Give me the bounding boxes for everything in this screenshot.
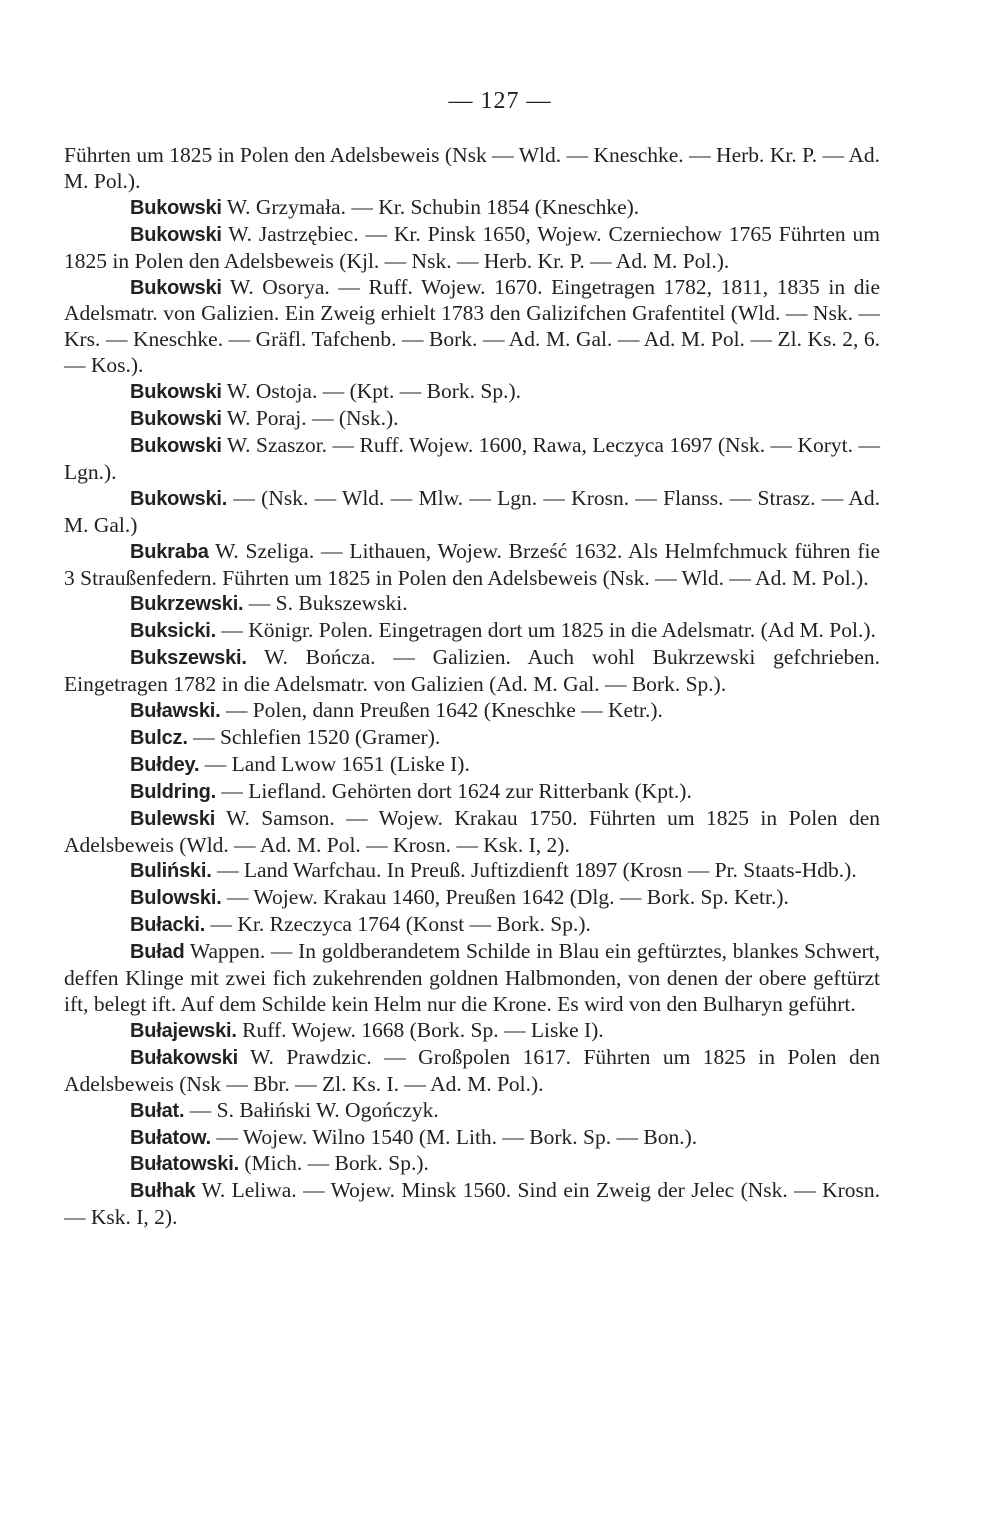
entry-text: W. Ostoja. — (Kpt. — Bork. Sp.).	[226, 379, 521, 404]
entry-text: W. Leliwa. — Wojew. Minsk 1560. Sind ein Zweig der Jelec (Nsk. — Krosn. — Ksk. I, 2).	[64, 1178, 880, 1230]
entry	[64, 143, 880, 195]
entry	[64, 885, 880, 912]
entry-name: Bukraba	[130, 540, 209, 563]
entry-name: Buldring.	[130, 780, 216, 803]
entry-text: W. Szaszor. — Ruff. Wojew. 1600, Rawa, Leczyca 1697 (Nsk. — Koryt. — Lgn.).	[64, 432, 880, 484]
entry	[64, 275, 880, 380]
entry	[64, 806, 880, 859]
entry-name: Bukowski	[130, 276, 222, 299]
entry	[64, 645, 880, 698]
entry-name: Bulewski	[130, 807, 216, 830]
entry-text: — Land Warfchau. In Preuß. Juftizdienft 1897 (Krosn — Pr. Staats-Hdb.).	[216, 858, 857, 883]
entry-text: W. Szeliga. — Lithauen, Wojew. Brześć 1632. Als Helmfchmuck führen fie 3 Straußenfedern. Führten um 1825 in Polen den Adelsbeweis (Nsk. — Wld. — Ad. M. Pol.).	[64, 538, 880, 590]
entry-name: Bukowski	[130, 381, 222, 404]
entry	[64, 1125, 880, 1152]
entry	[64, 618, 880, 645]
entry-text: — Polen, dann Preußen 1642 (Kneschke — Ketr.).	[225, 698, 663, 723]
entry	[64, 1151, 880, 1178]
entry-text: — Wojew. Krakau 1460, Preußen 1642 (Dlg. — Bork. Sp. Ketr.).	[226, 885, 789, 910]
entry-name: Bułdey.	[130, 753, 200, 776]
entry-name: Bułajewski.	[130, 1019, 237, 1042]
entry-name: Bulowski.	[130, 887, 222, 910]
entry	[64, 1098, 880, 1125]
entry	[64, 591, 880, 618]
entry-text: (Mich. — Bork. Sp.).	[244, 1151, 429, 1176]
entry-text: W. Jastrzębiec. — Kr. Pinsk 1650, Wojew. Czerniechow 1765 Führten um 1825 in Polen den Adelsbeweis (Kjl. — Nsk. — Herb. Kr. P. — Ad. M. Pol.).	[64, 221, 880, 273]
entry-text: W. Bończa. — Galizien. Auch wohl Bukrzewski gefchrieben. Eingetragen 1782 in die Adelsmatr. von Galizien (Ad. M. Gal. — Bork. Sp.).	[64, 645, 880, 697]
entry	[64, 539, 880, 592]
entry-name: Buławski.	[130, 700, 221, 723]
entry	[64, 486, 880, 539]
page-number: — 127 —	[448, 88, 552, 114]
entry-name: Bukszewski.	[130, 647, 247, 670]
entry-name: Bukowski	[130, 223, 222, 246]
entry-name: Bułakowski	[130, 1046, 239, 1069]
entry	[64, 698, 880, 725]
entry-text: W. Osorya. — Ruff. Wojew. 1670. Eingetragen 1782, 1811, 1835 in die Adelsmatr. von Galizien. Ein Zweig erhielt 1783 den Galizifchen Grafentitel (Wld. — Nsk. — Krs. — Kneschke. — Gräfl. Tafchenb. — Bork. — Ad. M. Gal. — Ad. M. Pol. — Zl. Ks. 2, 6. — Kos.).	[64, 274, 880, 378]
entry	[64, 1018, 880, 1045]
entry-name: Bukowski.	[130, 487, 228, 510]
entry-text: — Kr. Rzeczyca 1764 (Konst — Bork. Sp.).	[210, 912, 591, 937]
entry-name: Buksicki.	[130, 620, 217, 643]
entry-text: — Königr. Polen. Eingetragen dort um 1825 in die Adelsmatr. (Ad M. Pol.).	[221, 618, 876, 643]
entry-name: Buliński.	[130, 860, 212, 883]
entry-name: Bukowski	[130, 434, 222, 457]
entry	[64, 725, 880, 752]
entry-name: Bułat.	[130, 1099, 185, 1122]
entry	[64, 858, 880, 885]
document-body	[64, 143, 880, 1231]
entry-text: — Liefland. Gehörten dort 1624 zur Ritterbank (Kpt.).	[221, 778, 692, 803]
entry-text: — (Nsk. — Wld. — Mlw. — Lgn. — Krosn. — Flanss. — Strasz. — Ad. M. Gal.)	[64, 485, 880, 537]
entry-text: — Wojew. Wilno 1540 (M. Lith. — Bork. Sp. — Bon.).	[216, 1124, 698, 1149]
entry	[64, 195, 880, 222]
entry-name: Bułacki.	[130, 914, 206, 937]
entry-text: W. Samson. — Wojew. Krakau 1750. Führten um 1825 in Polen den Adelsbeweis (Wld. — Ad. M. Pol. — Krosn. — Ksk. I, 2).	[64, 805, 880, 857]
entry-name: Bułatowski.	[130, 1153, 239, 1176]
entry	[64, 433, 880, 486]
entry	[64, 1178, 880, 1231]
entry-text: W. Grzymała. — Kr. Schubin 1854 (Kneschke).	[226, 194, 640, 219]
entry-name: Bulcz.	[130, 726, 188, 749]
entry	[64, 939, 880, 1018]
entry	[64, 1045, 880, 1098]
entry-name: Bułhak	[130, 1180, 196, 1203]
entry	[64, 379, 880, 406]
entry-text: Wappen. — In goldberandetem Schilde in Blau ein geftürztes, blankes Schwert, deffen Klinge mit zwei fich zukehrenden goldnen Halbmonden, von denen der obere geftürzt ift, belegt ift. Auf dem Schilde kein Helm nur die Krone. Es wird von den Bulharyn geführt.	[64, 939, 880, 1016]
entry-text: Führten um 1825 in Polen den Adelsbeweis (Nsk — Wld. — Kneschke. — Herb. Kr. P. — Ad. M. Pol.).	[64, 143, 880, 193]
entry-name: Buład	[130, 941, 185, 964]
entry	[64, 752, 880, 779]
entry	[64, 779, 880, 806]
entry-text: Ruff. Wojew. 1668 (Bork. Sp. — Liske I).	[242, 1017, 604, 1042]
entry-text: — S. Bukszewski.	[248, 591, 408, 616]
entry-name: Bukowski	[130, 408, 222, 431]
entry	[64, 406, 880, 433]
entry-name: Bukrzewski.	[130, 593, 244, 616]
entry-text: W. Prawdzic. — Großpolen 1617. Führten um 1825 in Polen den Adelsbeweis (Nsk — Bbr. — Zl. Ks. I. — Ad. M. Pol.).	[64, 1044, 880, 1096]
entry	[64, 222, 880, 275]
entry-text: — S. Bałiński W. Ogończyk.	[189, 1097, 439, 1122]
entry-text: — Land Lwow 1651 (Liske I).	[204, 751, 470, 776]
entry-text: — Schlefien 1520 (Gramer).	[193, 724, 441, 749]
entry	[64, 912, 880, 939]
entry-name: Bukowski	[130, 196, 222, 219]
entry-name: Bułatow.	[130, 1126, 211, 1149]
entry-text: W. Poraj. — (Nsk.).	[226, 406, 399, 431]
